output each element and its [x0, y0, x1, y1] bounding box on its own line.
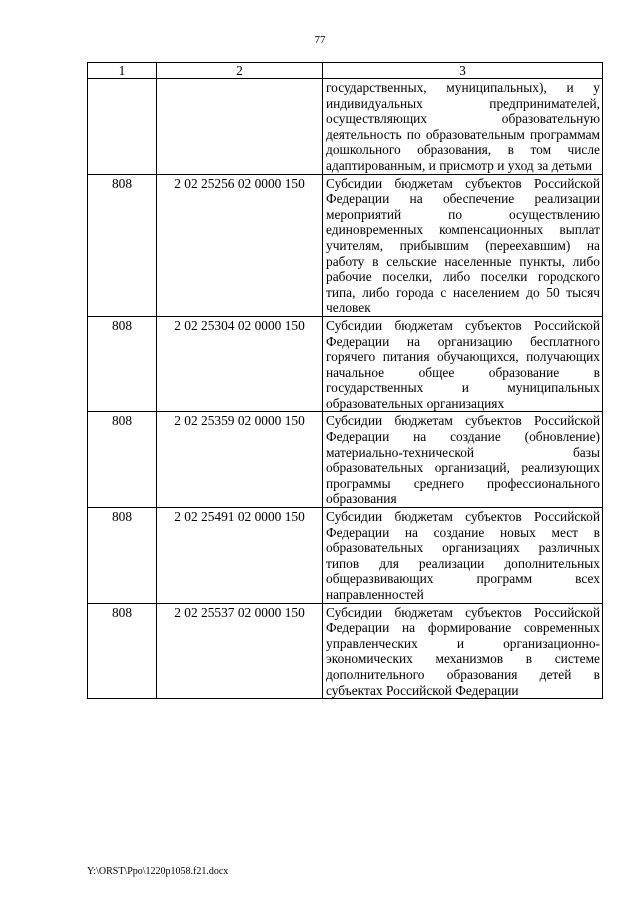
admin-code-cell: 808 — [88, 412, 157, 508]
admin-code-cell: 808 — [88, 508, 157, 604]
admin-code-cell — [88, 79, 157, 175]
table-row — [88, 412, 603, 508]
header-row — [88, 63, 603, 79]
table-header — [88, 63, 603, 79]
admin-code-cell: 808 — [88, 603, 157, 699]
header-col-1: 1 — [88, 63, 157, 79]
page-number: 77 — [314, 34, 326, 46]
table-row — [88, 174, 603, 316]
table-row — [88, 79, 603, 175]
table-row — [88, 603, 603, 699]
table-row — [88, 508, 603, 604]
description-cell: Субсидии бюджетам субъектов Российской Федерации на создание новых мест в образовательных организациях различных типов для реализации дополнительных общеразвивающих программ всех направленностей — [323, 508, 603, 604]
description-cell: Субсидии бюджетам субъектов Российской Федерации на создание (обновление) материально-технической базы образовательных организаций, реализующих программы среднего профессионального образования — [323, 412, 603, 508]
budget-code-cell: 2 02 25537 02 0000 150 — [157, 603, 323, 699]
description-cell: Субсидии бюджетам субъектов Российской Федерации на обеспечение реализации мероприятий по осуществлению единовременных компенсационных выплат учителям, прибывшим (переехавшим) на работу в сельские населенные пункты, либо рабочие поселки, либо поселки городского типа, либо города с населением до 50 тысяч человек — [323, 174, 603, 316]
document-file-path: Y:\ORST\Ppo\1220p1058.f21.docx — [87, 866, 229, 877]
budget-code-cell: 2 02 25359 02 0000 150 — [157, 412, 323, 508]
description-cell: Субсидии бюджетам субъектов Российской Федерации на формирование современных управленческих и организационно-экономических механизмов в системе дополнительного образования детей в субъектах Российской Федерации — [323, 603, 603, 699]
admin-code-cell: 808 — [88, 316, 157, 412]
header-col-2: 2 — [157, 63, 323, 79]
budget-code-cell: 2 02 25304 02 0000 150 — [157, 316, 323, 412]
admin-code-cell: 808 — [88, 174, 157, 316]
description-cell: государственных, муниципальных), и у индивидуальных предпринимателей, осуществляющих образовательную деятельность по образовательным программам дошкольного образования, в том числе адаптированным, и присмотр и уход за детьми — [323, 79, 603, 175]
budget-code-cell: 2 02 25491 02 0000 150 — [157, 508, 323, 604]
description-cell: Субсидии бюджетам субъектов Российской Федерации на организацию бесплатного горячего питания обучающихся, получающих начальное общее образование в государственных и муниципальных образовательных организациях — [323, 316, 603, 412]
table-row — [88, 316, 603, 412]
table-body — [88, 79, 603, 699]
header-col-3: 3 — [323, 63, 603, 79]
budget-code-cell — [157, 79, 323, 175]
budget-code-cell: 2 02 25256 02 0000 150 — [157, 174, 323, 316]
budget-codes-table — [87, 62, 603, 699]
